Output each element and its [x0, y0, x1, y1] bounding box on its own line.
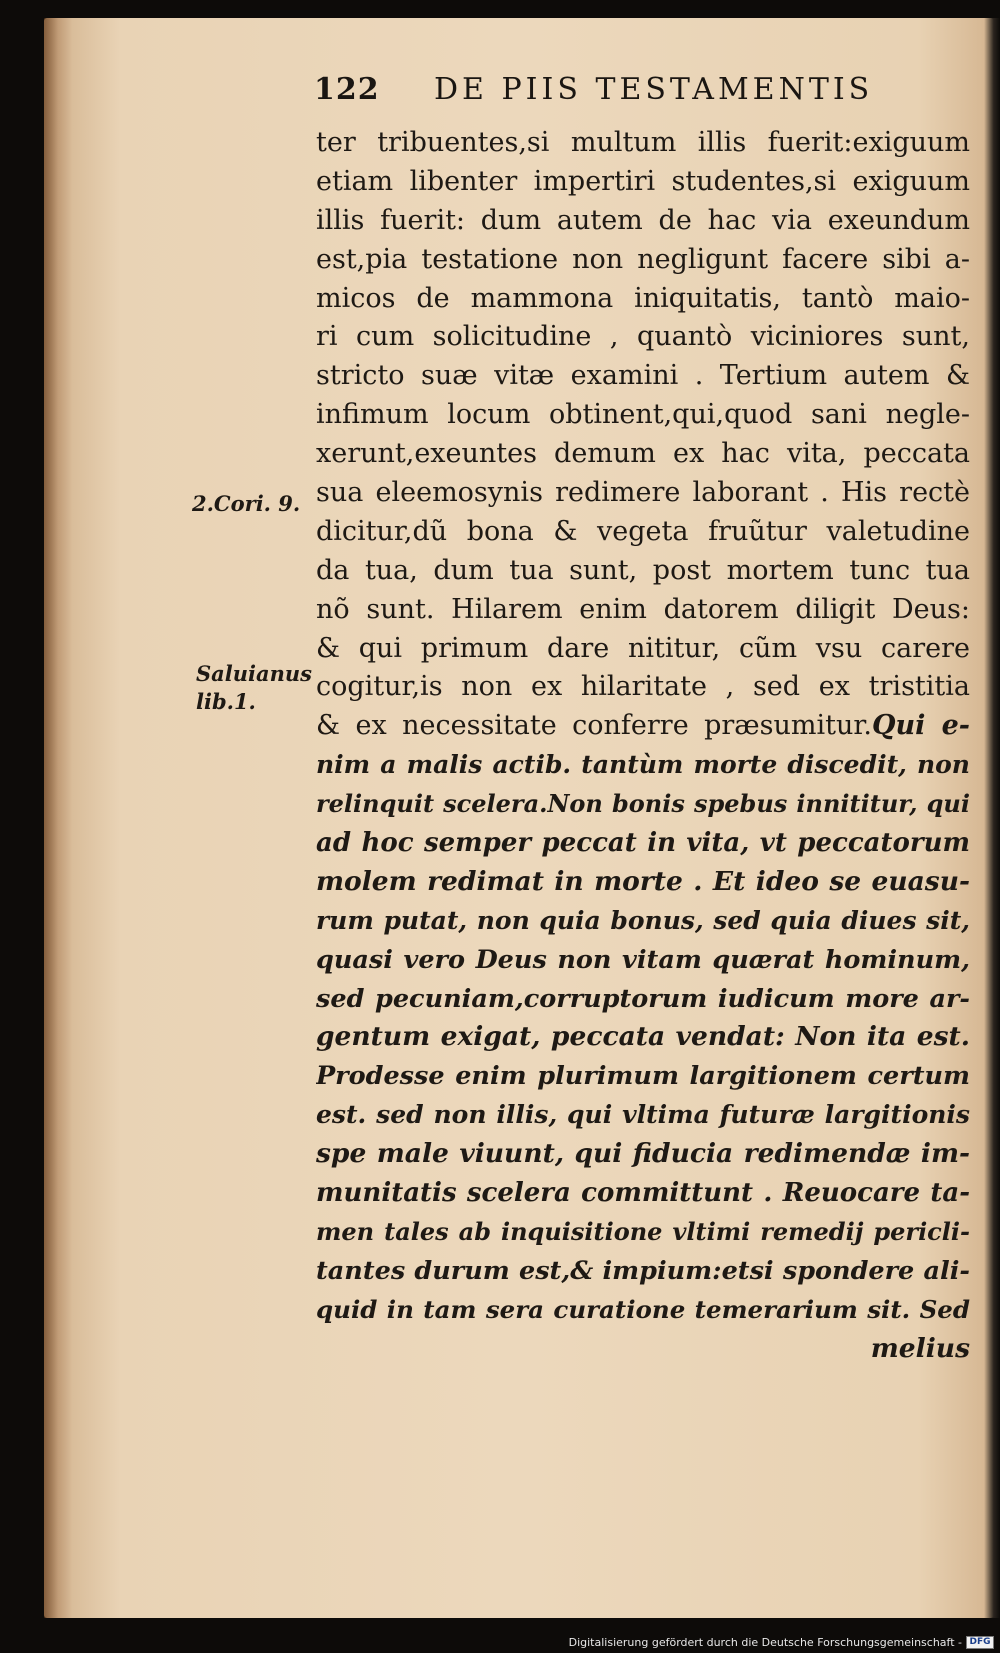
italic-line: ad hoc semper peccat in vita, vt peccatorum — [316, 828, 970, 859]
text-line: cogitur,is non ex hilaritate , sed ex tristitia — [316, 671, 970, 703]
italic-line: relinquit scelera.Non bonis spebus innititur, qui — [316, 789, 970, 819]
italic-line: gentum exigat, peccata vendat: Non ita est. — [316, 1021, 970, 1053]
margin-note-saluianus-line: lib.1. — [196, 689, 256, 714]
italic-line: tantes durum est,& impium:etsi spondere ali- — [316, 1255, 970, 1286]
italic-line: quasi vero Deus non vitam quærat hominum, — [316, 944, 970, 975]
italic-line: Prodesse enim plurimum largitionem certum — [316, 1061, 970, 1092]
italic-line: nim a malis actib. tantùm morte discedit, non — [316, 750, 970, 780]
page-edge — [984, 18, 1000, 1618]
roman-segment: & ex necessitate conferre præsumitur. — [316, 710, 872, 742]
margin-note-saluianus-line: Saluianus — [196, 661, 312, 686]
text-line: infimum locum obtinent,qui,quod sani negle- — [316, 399, 970, 431]
catchword: melius — [870, 1332, 970, 1364]
text-line: etiam libenter impertiri studentes,si exiguum — [316, 165, 970, 197]
text-line: da tua, dum tua sunt, post mortem tunc tua — [316, 554, 970, 586]
text-line: nõ sunt. Hilarem enim datorem diligit Deus: — [316, 593, 970, 625]
text-line: illis fuerit: dum autem de hac via exeundum — [316, 204, 970, 236]
text-line: micos de mammona iniquitatis, tantò maio- — [316, 282, 970, 314]
margin-note-cori: 2.Cori. 9. — [192, 491, 301, 516]
running-head: DE PIIS TESTAMENTIS — [434, 72, 874, 107]
italic-line: spe male viuunt, qui fiducia redimendæ im- — [316, 1138, 970, 1170]
text-line: & qui primum dare nititur, cũm vsu carere — [316, 632, 970, 664]
text-line: ter tribuentes,si multum illis fuerit:exiguum — [316, 127, 970, 158]
funding-credit: Digitalisierung gefördert durch die Deutsche Forschungsgemeinschaft - — [568, 1636, 962, 1649]
italic-line: est. sed non illis, qui vltima futuræ largitionis — [316, 1100, 970, 1130]
text-line: est,pia testatione non negligunt facere sibi a- — [316, 243, 970, 275]
italic-line: munitatis scelera committunt . Reuocare ta- — [316, 1178, 970, 1209]
italic-line: rum putat, non quia bonus, sed quia diues sit, — [316, 905, 970, 935]
italic-segment: Qui e- — [871, 710, 970, 742]
italic-line: men tales ab inquisitione vltimi remedij pericli- — [316, 1216, 970, 1246]
text-line: sua eleemosynis redimere laborant . His rectè — [316, 477, 970, 509]
text-line-mixed — [316, 707, 970, 746]
text-line: dicitur,dũ bona & vegeta fruũtur valetudine — [316, 515, 970, 547]
italic-line: quid in tam sera curatione temerarium sit. Sed — [316, 1294, 970, 1324]
page-number: 122 — [314, 72, 380, 107]
italic-line: sed pecuniam,corruptorum iudicum more ar- — [316, 983, 970, 1014]
spine-shadow — [44, 18, 72, 1618]
italic-line: molem redimat in morte . Et ideo se euasu- — [316, 865, 970, 897]
margin-note-saluianus — [196, 660, 312, 716]
text-line: ri cum solicitudine , quantò viciniores sunt, — [316, 321, 970, 353]
body-text — [316, 124, 970, 1369]
text-line: stricto suæ vitæ examini . Tertium autem & — [316, 360, 970, 392]
dfg-logo: DFG — [966, 1636, 994, 1649]
text-line: xerunt,exeuntes demum ex hac vita, peccata — [316, 438, 970, 470]
